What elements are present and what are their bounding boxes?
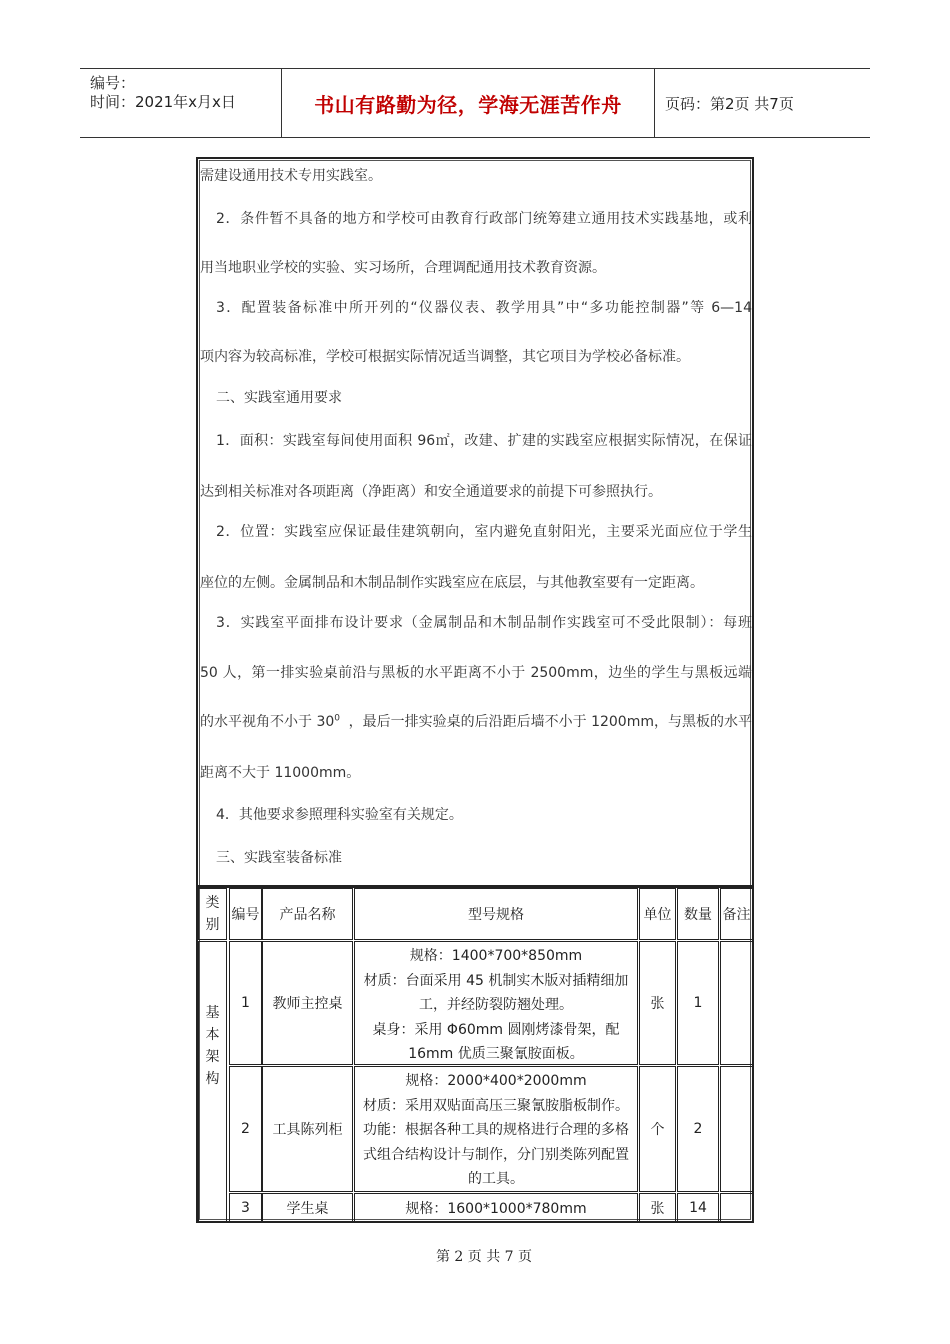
table-cell-product: 教师主控桌: [262, 941, 353, 1065]
paragraph: 4．其他要求参照理科实验室有关规定。: [216, 807, 463, 823]
page-header: [80, 68, 870, 138]
table-cell-spec: [354, 1066, 638, 1192]
table-cell-number: 2: [229, 1066, 262, 1192]
table-cell-qty: 2: [677, 1066, 719, 1192]
page-label: 页码：第2页 共7页: [665, 94, 794, 113]
spec-line: 桌身：采用 Φ60mm 圆刚烤漆骨架，配: [372, 1021, 620, 1038]
th-category: 类别: [198, 888, 227, 940]
spec-line: 规格：2000*400*2000mm: [405, 1073, 587, 1089]
spec-line: 的工具。: [468, 1171, 524, 1187]
spec-line: 材质：台面采用 45 机制实木版对插精细加: [363, 972, 629, 989]
number-label: 编号：: [90, 74, 136, 92]
th-spec: 型号规格: [354, 888, 638, 940]
motto: 书山有路勤为径，学海无涯苦作舟: [314, 92, 622, 117]
table-cell-note: [720, 1193, 753, 1222]
th-note: 备注: [720, 888, 753, 940]
table-cell-note: [720, 1066, 753, 1192]
spec-line: 规格：1400*700*850mm: [409, 948, 583, 964]
table-cell-number: 3: [229, 1193, 262, 1222]
table-cell-spec: 规格：1600*1000*780mm: [354, 1193, 638, 1222]
paragraph: 距离不大于 11000mm。: [200, 765, 361, 781]
table-cell-product: 工具陈列柜: [262, 1066, 353, 1192]
section-heading: 二、实践室通用要求: [216, 390, 342, 406]
header-page-cell: [655, 69, 870, 137]
paragraph: 座位的左侧。金属制品和木制品制作实践室应在底层，与其他教室要有一定距离。: [200, 575, 704, 591]
page-footer: 第 2 页 共 7 页: [435, 1249, 533, 1265]
header-meta: [80, 69, 282, 137]
time-label: 时间：2021年x月x日: [90, 93, 236, 111]
paragraph-part: 的水平视角不小于 $30^0$: [200, 713, 340, 730]
paragraph: 2．位置：实践室应保证最佳建筑朝向，室内避免直射阳光，主要采光面应位于学生: [216, 524, 752, 540]
spec-line: 材质：采用双贴面高压三聚氰胺脂板制作。: [363, 1097, 629, 1114]
table-cell-product: 学生桌: [262, 1193, 353, 1222]
table-cell-qty: 1: [677, 941, 719, 1065]
th-qty: 数量: [677, 888, 719, 940]
paragraph: 达到相关标准对各项距离（净距离）和安全通道要求的前提下可参照执行。: [200, 484, 662, 500]
table-cell-number: 1: [229, 941, 262, 1065]
paragraph-with-degree: [200, 711, 752, 731]
table-cell-unit: 个: [639, 1066, 676, 1192]
spec-line: 式组合结构设计与制作，分门别类陈列配置: [363, 1146, 629, 1163]
table-cell-qty: 14: [677, 1193, 719, 1222]
paragraph: 2．条件暂不具备的地方和学校可由教育行政部门统筹建立通用技术实践基地，或利: [216, 211, 752, 227]
spec-line: 工，并经防裂防翘处理。: [419, 997, 573, 1013]
paragraph: 3．实践室平面排布设计要求（金属制品和木制品制作实践室可不受此限制）：每班: [216, 615, 752, 631]
degree-superscript: 0: [334, 713, 340, 724]
table-cell-unit: 张: [639, 1193, 676, 1222]
table-cell-unit: 张: [639, 941, 676, 1065]
section-heading: 三、实践室装备标准: [216, 850, 342, 866]
th-product: 产品名称: [262, 888, 353, 940]
category-group-cell: 基本架构: [198, 941, 227, 1222]
paragraph-part: ，最后一排实验桌的后沿距后墙不小于 1200mm，与黑板的水平: [348, 714, 752, 730]
table-cell-note: [720, 941, 753, 1065]
paragraph: 用当地职业学校的实验、实习场所，合理调配通用技术教育资源。: [200, 260, 606, 276]
th-unit: 单位: [639, 888, 676, 940]
paragraph: 1．面积：实践室每间使用面积 96㎡，改建、扩建的实践室应根据实际情况，在保证: [216, 433, 752, 449]
header-motto-cell: [282, 69, 655, 137]
spec-line: 功能：根据各种工具的规格进行合理的多格: [363, 1122, 629, 1138]
paragraph: 3．配置装备标准中所开列的“仪器仪表、教学用具”中“多功能控制器”等 6—14: [216, 300, 752, 316]
spec-line: 16mm 优质三聚氰胺面板。: [408, 1046, 584, 1062]
paragraph: 项内容为较高标准，学校可根据实际情况适当调整，其它项目为学校必备标准。: [200, 349, 690, 365]
table-cell-spec: [354, 941, 638, 1065]
paragraph: 50 人，第一排实验桌前沿与黑板的水平距离不小于 2500mm，边坐的学生与黑板远端: [200, 665, 752, 681]
paragraph: 需建设通用技术专用实践室。: [200, 168, 382, 184]
th-number: 编号: [229, 888, 262, 940]
